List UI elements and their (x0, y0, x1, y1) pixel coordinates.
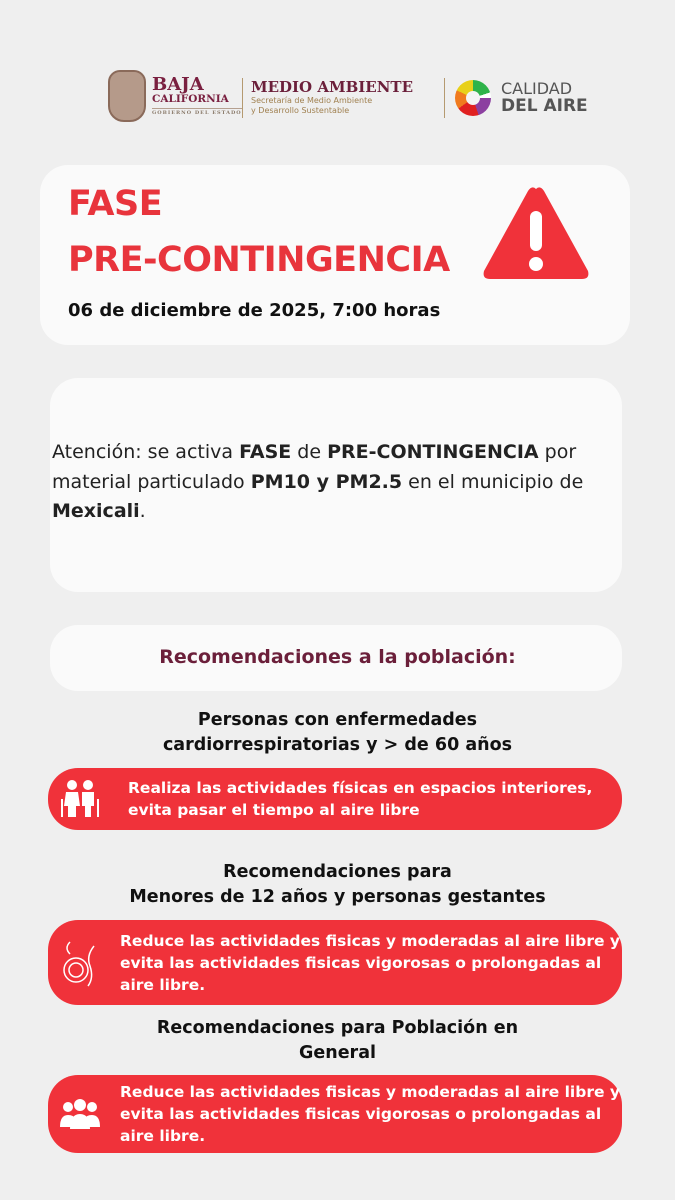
group-title-line: Recomendaciones para (223, 862, 452, 882)
recommendation-box-2 (48, 920, 622, 1005)
group-title-line: General (299, 1043, 376, 1063)
group-title-3 (0, 1016, 675, 1066)
state-seal-icon (108, 70, 146, 122)
pregnant-woman-icon (48, 938, 112, 988)
logo-bc-line2: CALIFORNIA (152, 92, 229, 105)
people-group-icon (48, 1097, 112, 1131)
notice-text-part: Atención: se activa (52, 441, 240, 463)
logo-ma-title: MEDIO AMBIENTE (251, 78, 414, 96)
logo-bc-line1: BAJA (152, 73, 204, 95)
recommendation-box-3 (48, 1075, 622, 1153)
notice-text (52, 438, 632, 527)
recommendation-text-3: Reduce las actividades fisicas y moderadas al aire libre y evita las actividades fisicas vigorosas o prolongadas al aire libre. (120, 1083, 620, 1145)
notice-text-part: . (139, 500, 146, 522)
recommendation-text-2: Reduce las actividades fisicas y moderadas al aire libre y evita las actividades fisicas vigorosas o prolongadas al aire libre. (120, 931, 620, 994)
alert-date: 06 de diciembre de 2025, 7:00 horas (68, 300, 441, 321)
group-title-line: Menores de 12 años y personas gestantes (129, 887, 546, 907)
group-title-line: Personas con enfermedades (197, 710, 478, 730)
logo-bc-line3: GOBIERNO DEL ESTADO (152, 110, 242, 117)
warning-triangle-icon (480, 183, 592, 283)
notice-bold-fase: FASE (239, 441, 292, 463)
air-quality-ring-icon (455, 80, 491, 116)
group-title-1 (0, 708, 675, 758)
calidad-aire-logo (444, 78, 588, 118)
notice-text-part: de (291, 441, 328, 463)
group-title-line: cardiorrespiratorias y > de 60 años (162, 735, 513, 755)
baja-california-logo (108, 70, 242, 122)
medio-ambiente-logo (242, 78, 413, 118)
notice-text-part: por material particulado (52, 441, 577, 493)
divider (444, 78, 445, 118)
elderly-people-icon (48, 779, 112, 819)
notice-bold-phase: PRE-CONTINGENCIA (327, 441, 539, 463)
divider (242, 78, 243, 118)
notice-text-part: en el municipio de (402, 470, 584, 493)
alert-title-line2: PRE-CONTINGENCIA (68, 240, 450, 280)
recommendation-box-1 (48, 768, 622, 830)
recommendation-text-1: Realiza las actividades físicas en espacios interiores, evita pasar el tiempo al aire libre (128, 779, 593, 819)
logo-ma-subtitle1: Secretaría de Medio Ambiente (251, 96, 373, 105)
logo-ma-subtitle2: y Desarrollo Sustentable (251, 105, 350, 115)
notice-bold-municipality: Mexicali (52, 500, 140, 522)
logo-ca-line1: CALIDAD (501, 78, 573, 98)
logo-ca-line2: DEL AIRE (501, 95, 588, 116)
alert-title-line1: FASE (68, 184, 163, 224)
notice-bold-pollutants: PM10 y PM2.5 (250, 470, 403, 493)
group-title-line: Recomendaciones para Población en (156, 1018, 519, 1038)
recommendations-heading: Recomendaciones a la población: (159, 646, 516, 668)
group-title-2 (0, 860, 675, 910)
